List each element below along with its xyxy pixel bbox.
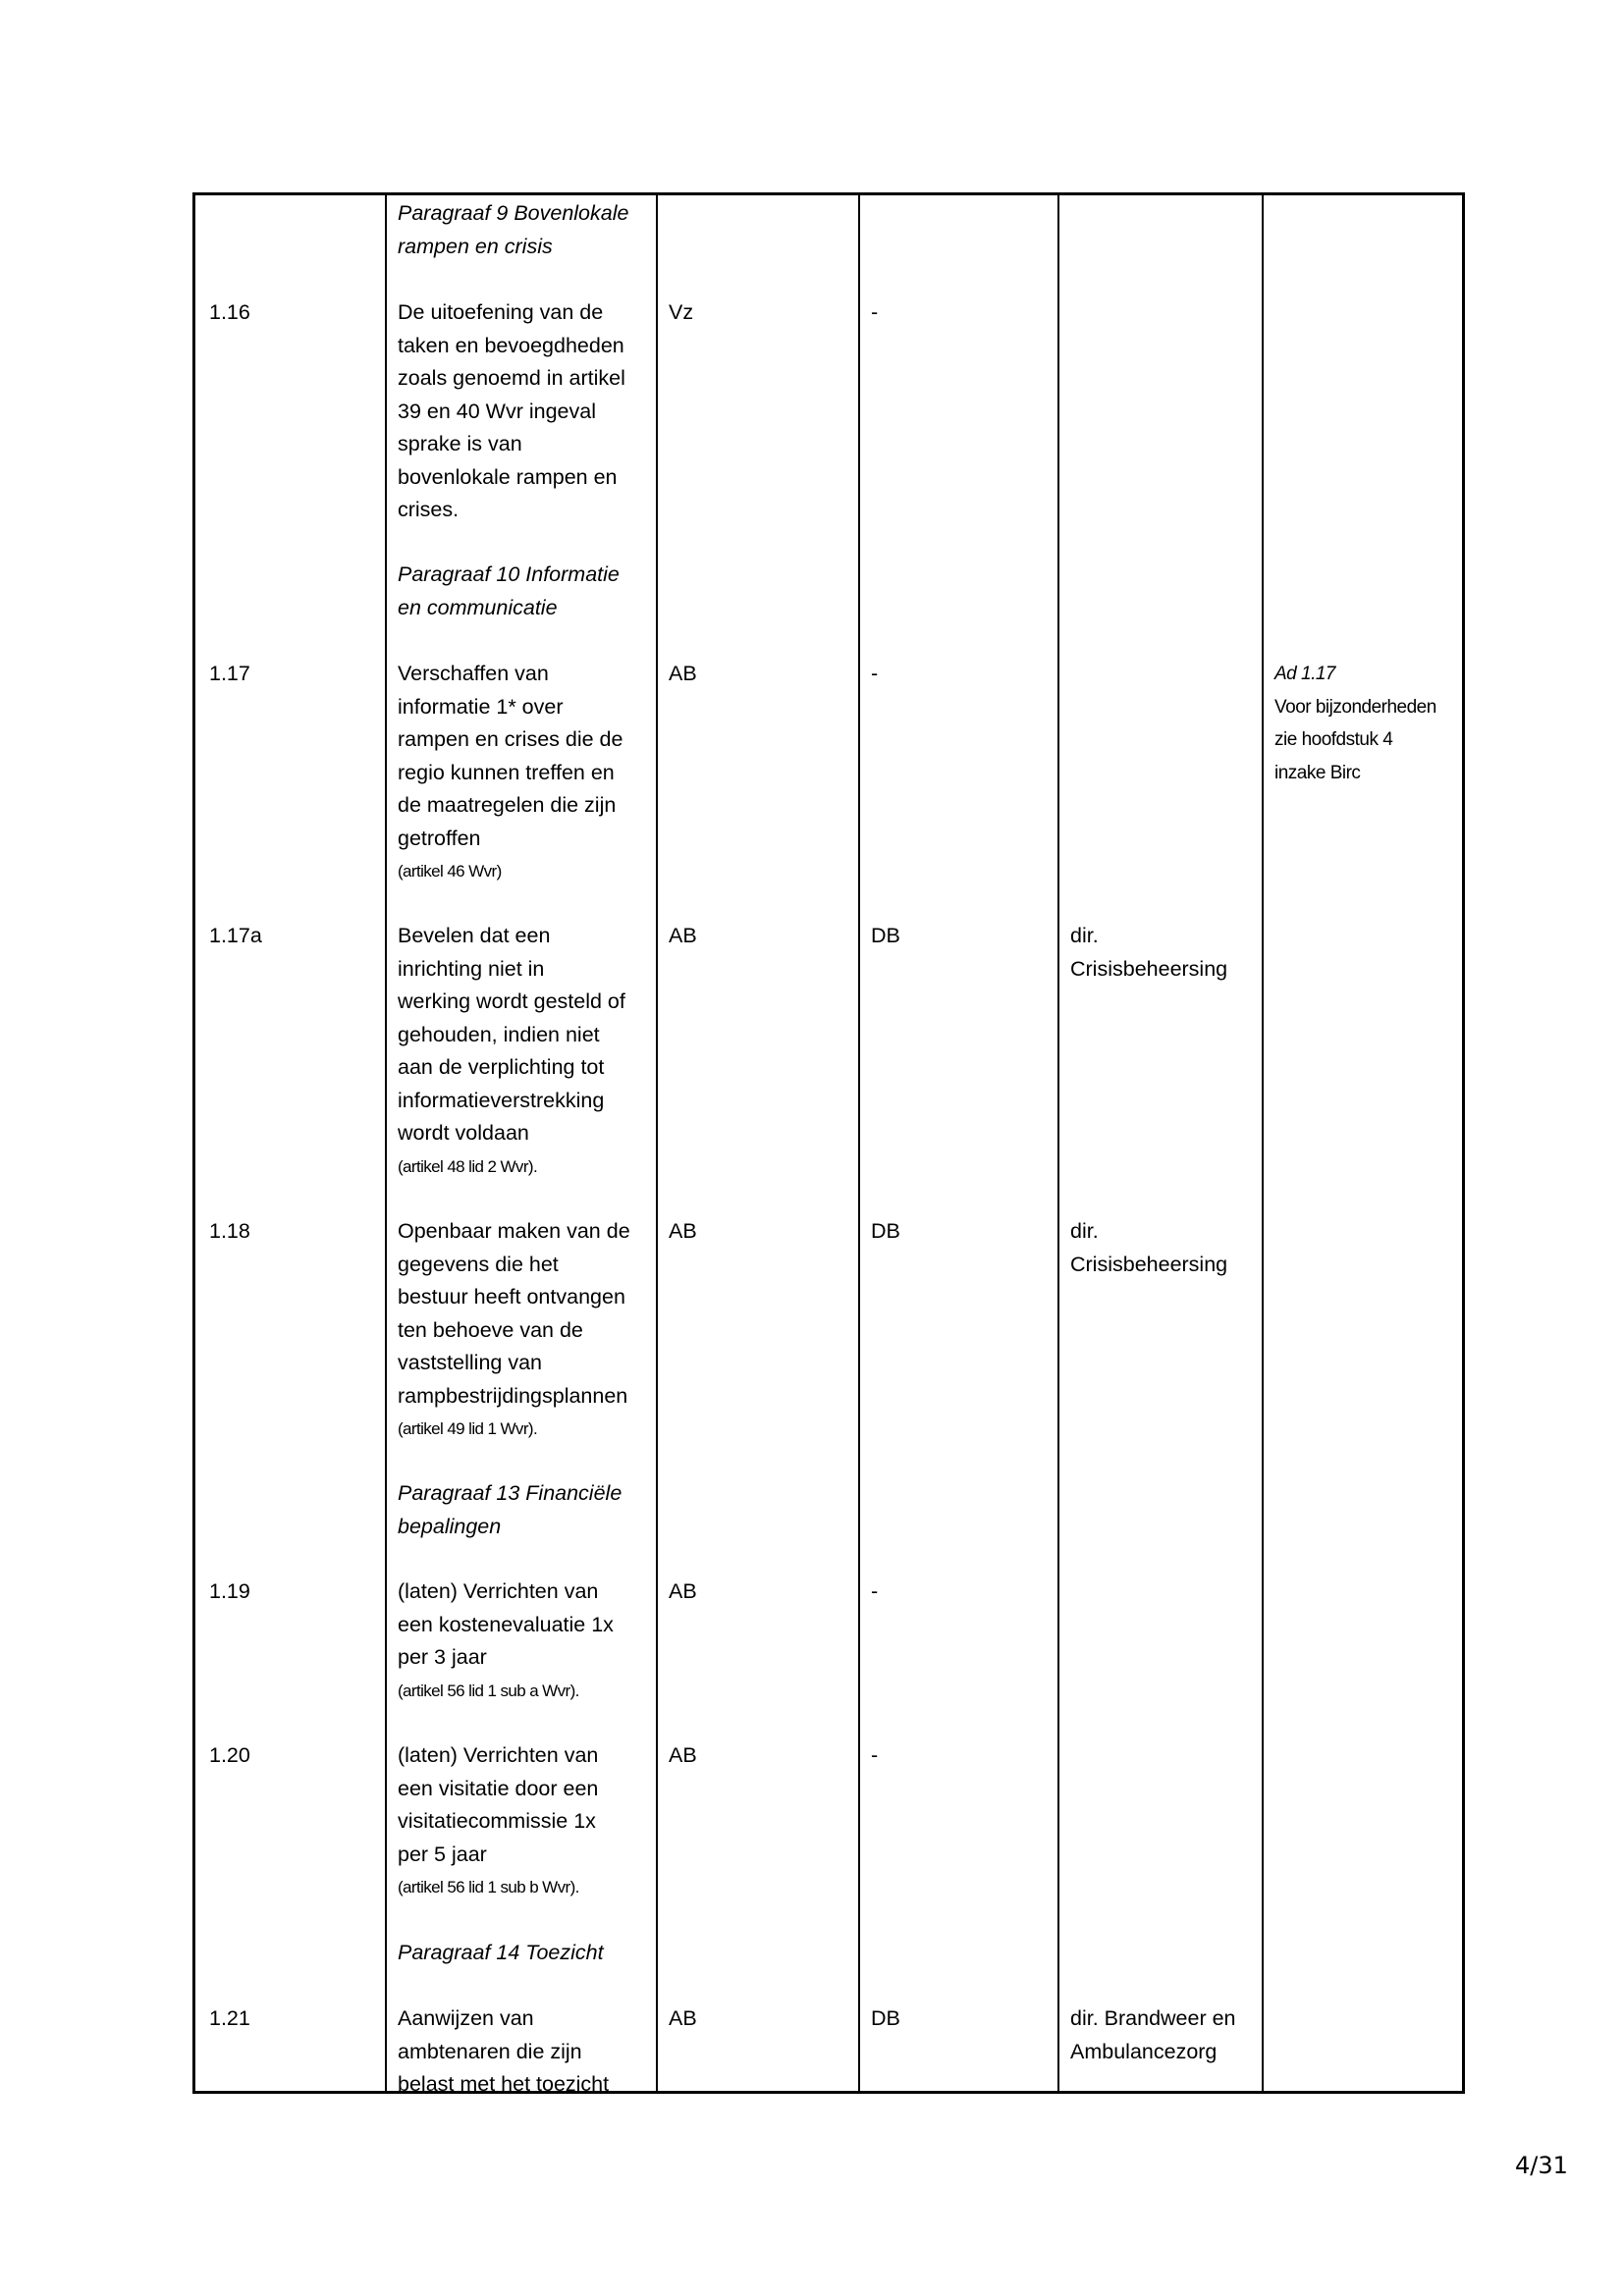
gemandateerd-aan: DB	[871, 1219, 900, 1243]
section-heading-paragraaf-10: Paragraaf 10 Informatie en communicatie	[398, 562, 620, 619]
row-description: Aanwijzen van ambtenaren die zijn belast met het toezicht	[398, 2006, 610, 2096]
row-note: Ad 1.17 Voor bijzonderheden zie hoofdstuk 4 inzake Birc	[1274, 664, 1436, 783]
section-heading-paragraaf-13: Paragraaf 13 Financiële bepalingen	[398, 1481, 623, 1538]
mandate-table	[192, 192, 1465, 2094]
row-description: Verschaffen van informatie 1* over rampen en crises die de regio kunnen treffen en de maatregelen die zijn getroffen (artikel 46 Wvr)	[398, 662, 623, 881]
gemandateerd-aan: -	[871, 1743, 879, 1767]
bevoegd-orgaan: AB	[669, 662, 697, 685]
gemandateerd-aan: -	[871, 300, 879, 324]
row-description: Bevelen dat een inrichting niet in werking wordt gesteld of gehouden, indien niet aan de verplichting tot informatieverstrekking wordt voldaan (artikel 48 lid 2 Wvr).	[398, 924, 625, 1176]
row-description: Openbaar maken van de gegevens die het bestuur heeft ontvangen ten behoeve van de vaststelling van rampbestrijdingsplannen (artikel 49 lid 1 Wvr).	[398, 1219, 630, 1438]
gemandateerd-aan: -	[871, 662, 879, 685]
gemandateerd-aan: -	[871, 1579, 879, 1603]
ondermandaat-aan: dir. Crisisbeheersing	[1070, 1219, 1228, 1276]
row-number: 1.21	[209, 2006, 250, 2030]
row-number: 1.18	[209, 1219, 250, 1243]
bevoegd-orgaan: AB	[669, 1579, 697, 1603]
row-number: 1.19	[209, 1579, 250, 1603]
bevoegd-orgaan: AB	[669, 2006, 697, 2030]
section-heading-paragraaf-9: Paragraaf 9 Bovenlokale rampen en crisis	[398, 201, 629, 258]
row-description: (laten) Verrichten van een visitatie door een visitatiecommissie 1x per 5 jaar (artikel 56 lid 1 sub b Wvr).	[398, 1743, 599, 1896]
row-number: 1.16	[209, 300, 250, 324]
column-divider	[858, 195, 860, 2091]
section-heading-paragraaf-14: Paragraaf 14 Toezicht	[398, 1941, 604, 1964]
column-divider	[385, 195, 387, 2091]
bevoegd-orgaan: AB	[669, 924, 697, 947]
row-number: 1.17	[209, 662, 250, 685]
row-number: 1.17a	[209, 924, 262, 947]
page-number: 4/31	[1515, 2152, 1568, 2179]
row-description: De uitoefening van de taken en bevoegdheden zoals genoemd in artikel 39 en 40 Wvr ingeval sprake is van bovenlokale rampen en crises.	[398, 300, 625, 521]
gemandateerd-aan: DB	[871, 2006, 900, 2030]
ondermandaat-aan: dir. Brandweer en Ambulancezorg	[1070, 2006, 1236, 2063]
row-description: (laten) Verrichten van een kostenevaluatie 1x per 3 jaar (artikel 56 lid 1 sub a Wvr).	[398, 1579, 614, 1700]
column-divider	[1262, 195, 1264, 2091]
column-divider	[656, 195, 658, 2091]
bevoegd-orgaan: Vz	[669, 300, 694, 324]
row-number: 1.20	[209, 1743, 250, 1767]
gemandateerd-aan: DB	[871, 924, 900, 947]
bevoegd-orgaan: AB	[669, 1743, 697, 1767]
bevoegd-orgaan: AB	[669, 1219, 697, 1243]
column-divider	[1057, 195, 1059, 2091]
ondermandaat-aan: dir. Crisisbeheersing	[1070, 924, 1228, 981]
